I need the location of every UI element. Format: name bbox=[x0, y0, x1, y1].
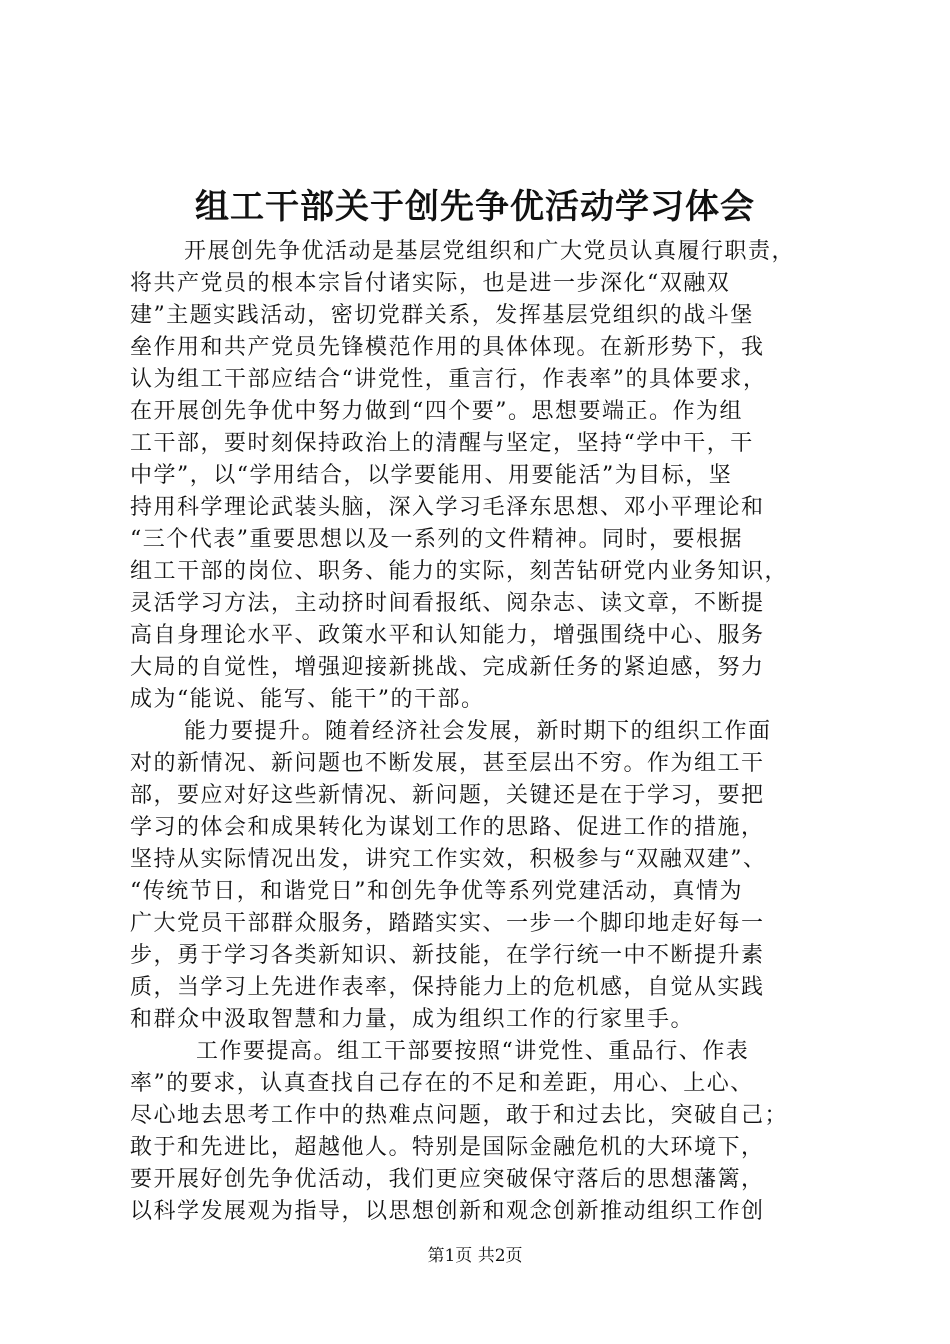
body-line: 工作要提高。组工干部要按照“讲党性、重品行、作表 bbox=[196, 1039, 750, 1064]
body-line: 大局的自觉性，增强迎接新挑战、完成新任务的紧迫感，努力 bbox=[130, 655, 765, 680]
body-line: 工干部，要时刻保持政治上的清醒与坚定，坚持“学中干，干 bbox=[130, 431, 754, 456]
body-line: 学习的体会和成果转化为谋划工作的思路、促进工作的措施， bbox=[130, 815, 765, 840]
document-body bbox=[130, 236, 820, 1228]
page-number: 第1页 共2页 bbox=[427, 1246, 523, 1266]
body-line: 成为“能说、能写、能干”的干部。 bbox=[130, 687, 485, 712]
body-line: 持用科学理论武装头脑，深入学习毛泽东思想、邓小平理论和 bbox=[130, 495, 765, 520]
body-line: 广大党员干部群众服务，踏踏实实、一步一个脚印地走好每一 bbox=[130, 911, 765, 936]
body-line: 高自身理论水平、政策水平和认知能力，增强围绕中心、服务 bbox=[130, 623, 765, 648]
body-line: 能力要提升。随着经济社会发展，新时期下的组织工作面 bbox=[184, 719, 772, 744]
body-line: 以科学发展观为指导，以思想创新和观念创新推动组织工作创 bbox=[130, 1199, 765, 1224]
body-line: 在开展创先争优中努力做到“四个要”。思想要端正。作为组 bbox=[130, 399, 743, 424]
body-line: 率”的要求，认真查找自己存在的不足和差距，用心、上心、 bbox=[130, 1071, 754, 1096]
body-line: 和群众中汲取智慧和力量，成为组织工作的行家里手。 bbox=[130, 1007, 695, 1032]
body-line: 开展创先争优活动是基层党组织和广大党员认真履行职责， bbox=[184, 239, 796, 264]
body-line: 敢于和先进比，超越他人。特别是国际金融危机的大环境下， bbox=[130, 1135, 765, 1160]
body-line: 中学”，以“学用结合，以学要能用、用要能活”为目标，坚 bbox=[130, 463, 733, 488]
body-line: 要开展好创先争优活动，我们更应突破保守落后的思想藩篱， bbox=[130, 1167, 765, 1192]
document-title: 组工干部关于创先争优活动学习体会 bbox=[195, 187, 755, 227]
body-line: “传统节日，和谐党日”和创先争优等系列党建活动，真情为 bbox=[130, 879, 743, 904]
body-line: “三个代表”重要思想以及一系列的文件精神。同时，要根据 bbox=[130, 527, 743, 552]
body-line: 部，要应对好这些新情况、新问题，关键还是在于学习，要把 bbox=[130, 783, 765, 808]
body-line: 灵活学习方法，主动挤时间看报纸、阅杂志、读文章，不断提 bbox=[130, 591, 765, 616]
body-line: 建”主题实践活动，密切党群关系，发挥基层党组织的战斗堡 bbox=[130, 303, 754, 328]
body-line: 垒作用和共产党员先锋模范作用的具体体现。在新形势下，我 bbox=[130, 335, 765, 360]
body-line: 对的新情况、新问题也不断发展，甚至层出不穷。作为组工干 bbox=[130, 751, 765, 776]
body-line: 认为组工干部应结合“讲党性，重言行，作表率”的具体要求， bbox=[130, 367, 767, 392]
body-line: 将共产党员的根本宗旨付诸实际，也是进一步深化“双融双 bbox=[130, 271, 731, 296]
body-line: 步，勇于学习各类新知识、新技能，在学行统一中不断提升素 bbox=[130, 943, 765, 968]
body-line: 尽心地去思考工作中的热难点问题，敢于和过去比，突破自己； bbox=[130, 1103, 789, 1128]
body-line: 坚持从实际情况出发，讲究工作实效，积极参与“双融双建”、 bbox=[130, 847, 767, 872]
body-line: 质，当学习上先进作表率，保持能力上的危机感，自觉从实践 bbox=[130, 975, 765, 1000]
body-line: 组工干部的岗位、职务、能力的实际，刻苦钻研党内业务知识， bbox=[130, 559, 789, 584]
